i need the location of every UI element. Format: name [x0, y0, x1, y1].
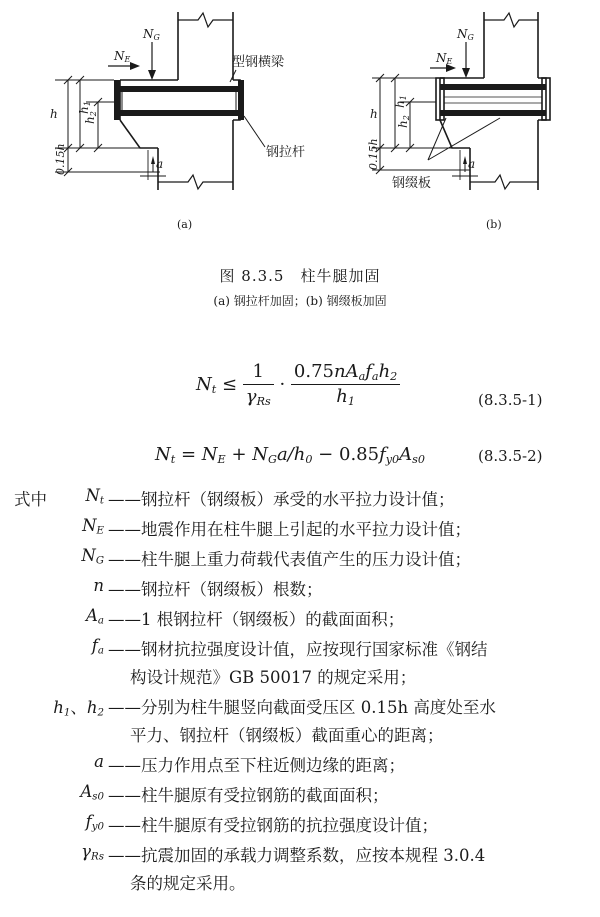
panel-a-ng-label: NG — [143, 27, 160, 42]
equation-8-3-5-1 — [196, 360, 400, 410]
figure-subcaption: (a) 钢拉杆加固；(b) 钢缀板加固 — [213, 294, 387, 308]
equation-8-3-5-2: $N_t = N_E + N_Ga/h_0 - 0.85f_{y0}A_{s0}$ — [155, 444, 425, 466]
figure-caption: 图 8.3.5 柱牛腿加固 — [219, 267, 381, 285]
def-row-fy0: $f_{y0}$ ——柱牛腿原有受拉钢筋的抗拉强度设计值； — [85, 812, 438, 835]
panel-a-tag: (a) — [177, 218, 193, 231]
def-row-gammaRs-cont: 条的规定采用。 — [130, 874, 246, 893]
panel-a-dim-a: a — [156, 157, 164, 171]
def-row-h1h2-cont: 平力、钢拉杆（钢缀板）截面重心的距离； — [130, 726, 444, 745]
panel-b-dim-h2: h2 — [396, 115, 411, 128]
panel-a-dim-h1: h1 — [77, 101, 92, 114]
panel-b-dim-a: a — [468, 157, 476, 171]
panel-b-dim-h: h — [370, 107, 378, 121]
def-row-NG: $N_G$ ——柱牛腿上重力荷载代表值产生的压力设计值； — [81, 546, 471, 569]
panel-b-plate-label: 钢缀板 — [392, 176, 432, 191]
panel-a-dim-015h: 0.15h — [54, 143, 67, 175]
panel-a-rod-label: 钢拉杆 — [266, 145, 306, 160]
panel-b-tag: (b) — [486, 218, 502, 231]
def-row-a: a ——压力作用点至下柱近侧边缘的距离； — [94, 752, 405, 775]
panel-a-beam-label: 型钢横梁 — [232, 55, 285, 70]
def-row-n: n ——钢拉杆（钢缀板）根数； — [93, 576, 323, 599]
def-row-h1h2: $h_1$、$h_2$ ——分别为柱牛腿竖向截面受压区 0.15h 高度处至水 — [53, 698, 496, 719]
equation-number-2: (8.3.5-2) — [478, 447, 543, 465]
def-row-gammaRs: $\gamma_{Rs}$ ——抗震加固的承载力调整系数，应按本规程 3.0.4 — [81, 842, 486, 865]
eq1-dot: · — [279, 373, 286, 395]
figure-corbel-strengthening — [0, 0, 600, 250]
panel-b-dim-015h: 0.15h — [367, 138, 380, 170]
definitions-lead: 式中 — [14, 490, 47, 509]
panel-a-dim-h2: h2 — [83, 111, 98, 124]
def-row-Aa: $A_a$ ——1 根钢拉杆（钢缀板）的截面面积； — [85, 606, 405, 629]
eq1-lhs: $N_t$ — [196, 373, 217, 396]
panel-a-dim-h: h — [50, 107, 58, 121]
equation-number-1: (8.3.5-1) — [478, 391, 543, 409]
panel-b-dim-h1: h1 — [393, 95, 408, 108]
def-row-fa-cont: 构设计规范》GB 50017 的规定采用； — [130, 668, 417, 687]
panel-b-ng-label: NG — [457, 27, 474, 42]
panel-a-ne-label: NE — [114, 49, 131, 64]
eq1-fraction-2: $\frac{0.75nA_af_ah_2}{h_1}$ — [291, 360, 400, 410]
panel-b-ne-label: NE — [436, 51, 453, 66]
def-row-As0: $A_{s0}$ ——柱牛腿原有受拉钢筋的截面面积； — [80, 782, 389, 805]
def-row-NE: $N_E$ ——地震作用在柱牛腿上引起的水平拉力设计值； — [82, 516, 471, 539]
eq1-rel: ≤ — [221, 373, 238, 395]
eq1-fraction-1: $\frac{1}{\gamma_{Rs}}$ — [243, 360, 274, 409]
def-row-Nt: 式中 $N_t$ ——钢拉杆（钢缀板）承受的水平拉力设计值； — [14, 486, 455, 509]
def-row-fa: $f_a$ ——钢材抗拉强度设计值，应按现行国家标准《钢结 — [91, 636, 488, 659]
